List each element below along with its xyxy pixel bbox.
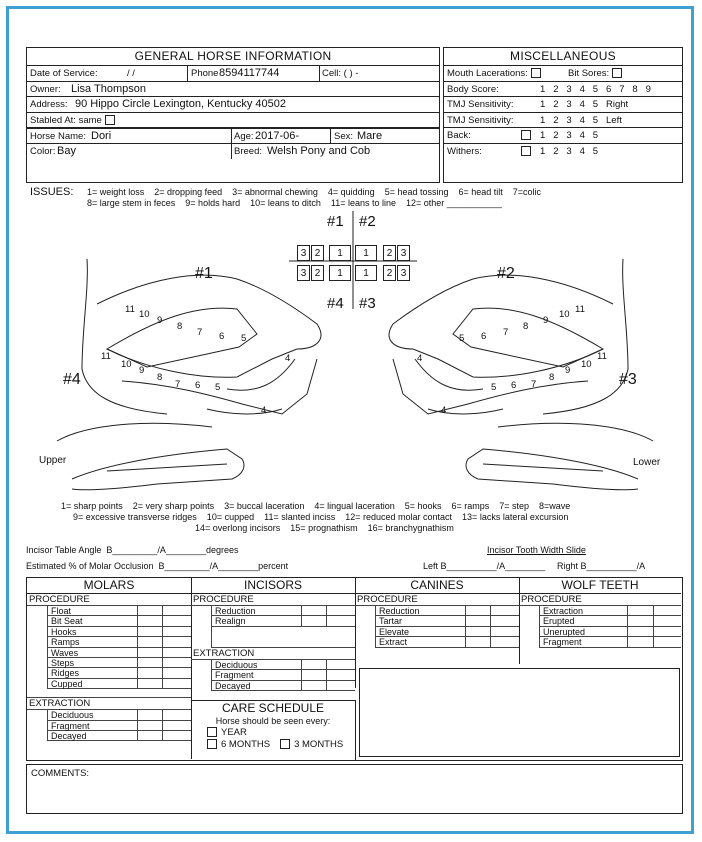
tmj-left-scale[interactable]: 1 2 3 4 5 Left <box>540 114 622 126</box>
date-label: Date of Service: <box>30 68 98 79</box>
tooth-number[interactable]: 5 <box>241 333 247 344</box>
tooth-number[interactable]: 8 <box>177 321 183 332</box>
care-title: CARE SCHEDULE <box>221 701 325 715</box>
incisor-tooth[interactable]: 2 <box>383 245 396 261</box>
procedure-label: Realign <box>215 616 246 627</box>
mouth-label: Mouth Lacerations: <box>447 68 528 79</box>
tooth-number[interactable]: 10 <box>581 359 592 370</box>
procedure-label: Fragment <box>215 670 254 681</box>
canine-number[interactable]: 4 <box>417 353 423 364</box>
owner-label: Owner: <box>30 83 61 95</box>
procedure-label: Ramps <box>51 637 80 648</box>
canine-number[interactable]: 4 <box>285 353 291 364</box>
incisor-tooth[interactable]: 1 <box>355 245 377 261</box>
procedure-row[interactable] <box>48 658 191 668</box>
incisor-tooth[interactable]: 2 <box>311 245 324 261</box>
legend-line2: 9= excessive transverse ridges 10= cupped 11= slanted inciss 12= reduced molar contact 13= lacks lateral excursion <box>73 512 569 522</box>
bit-label: Bit Sores: <box>568 68 610 79</box>
procedure-label: Waves <box>51 647 79 658</box>
date-value[interactable]: / / <box>127 68 135 79</box>
procedure-label: Elevate <box>379 626 410 637</box>
wolf-teeth-column <box>519 578 681 664</box>
general-info-box <box>26 47 440 183</box>
tooth-number[interactable]: 9 <box>139 365 145 376</box>
procedure-row[interactable] <box>48 648 191 658</box>
procedure-row[interactable] <box>48 606 191 616</box>
body-row <box>444 82 682 98</box>
tooth-number[interactable]: 6 <box>219 331 225 342</box>
procedure-label: Tartar <box>379 616 403 627</box>
mouth-row <box>444 66 682 82</box>
date-row <box>27 66 439 82</box>
procedure-label: Float <box>51 606 72 616</box>
width-right[interactable]: Right B__________/A <box>557 561 646 571</box>
tooth-number[interactable]: 10 <box>559 309 570 320</box>
procedure-row[interactable] <box>48 637 191 647</box>
incisor-tooth[interactable]: 3 <box>397 245 410 261</box>
tooth-number[interactable]: 11 <box>101 351 111 362</box>
canines-procedure-heading: PROCEDURE <box>355 594 519 606</box>
tooth-number[interactable]: 5 <box>215 382 221 393</box>
comments-label: COMMENTS: <box>31 768 90 779</box>
quadrant-4-label: #4 <box>327 295 344 312</box>
back-row <box>444 128 682 144</box>
address-value[interactable]: 90 Hippo Circle Lexington, Kentucky 40502 <box>75 98 286 110</box>
incisors-title: INCISORS <box>191 578 355 594</box>
procedure-label: Deciduous <box>215 659 258 670</box>
procedure-row[interactable] <box>48 627 191 637</box>
horse-label: Horse Name: <box>30 131 86 142</box>
upper-label: Upper <box>39 455 67 466</box>
lower-label: Lower <box>633 457 661 468</box>
three-months-label: 3 MONTHS <box>294 739 344 750</box>
procedure-label: Hooks <box>51 626 77 637</box>
phone-label: Phone <box>191 68 219 79</box>
procedure-label: Deciduous <box>51 710 94 721</box>
misc-box <box>443 47 683 183</box>
color-label: Color: <box>30 145 56 157</box>
owner-value[interactable]: Lisa Thompson <box>71 82 147 95</box>
right-lower-quadrant-label: #3 <box>619 371 637 388</box>
tmj-right-row <box>444 97 682 113</box>
year-checkbox[interactable] <box>207 727 217 737</box>
canines-title: CANINES <box>355 578 519 594</box>
six-months-checkbox[interactable] <box>207 739 217 749</box>
tooth-number[interactable]: 8 <box>549 372 555 383</box>
incisors-column <box>191 578 356 691</box>
procedure-row[interactable] <box>48 668 191 678</box>
notes-box[interactable] <box>359 668 680 757</box>
procedure-row[interactable] <box>48 721 191 731</box>
molars-extraction-heading: EXTRACTION <box>27 698 191 710</box>
procedure-row[interactable] <box>48 679 191 689</box>
withers-scale[interactable]: 1 2 3 4 5 <box>540 145 599 157</box>
procedure-label: Steps <box>51 657 75 668</box>
tooth-number[interactable]: 11 <box>597 351 607 362</box>
three-months-checkbox[interactable] <box>280 739 290 749</box>
year-label: YEAR <box>221 727 247 738</box>
procedure-row[interactable] <box>212 670 355 680</box>
color-value[interactable]: Bay <box>57 144 76 157</box>
tooth-number[interactable]: 10 <box>121 359 132 370</box>
quadrant-3-label: #3 <box>359 295 376 312</box>
procedure-row[interactable] <box>212 616 355 626</box>
stabled-label: Stabled At: same <box>30 113 115 128</box>
right-upper-quadrant-label: #2 <box>497 265 515 282</box>
incisor-tooth[interactable]: 2 <box>383 265 396 281</box>
cell-label[interactable]: Cell: ( ) - <box>322 68 359 79</box>
form-frame <box>6 6 694 834</box>
width-left[interactable]: Left B__________/A________ <box>423 561 546 571</box>
procedure-row[interactable] <box>540 627 681 637</box>
horse-value[interactable]: Dori <box>91 130 112 142</box>
procedure-row[interactable] <box>212 606 355 616</box>
back-label: Back: <box>447 130 471 141</box>
incisor-tooth[interactable]: 1 <box>355 265 377 281</box>
molars-procedure-heading: PROCEDURE <box>27 594 191 606</box>
procedure-label: Extract <box>379 637 408 648</box>
issues-line1: 1= weight loss 2= dropping feed 3= abnormal chewing 4= quidding 5= head tossing 6= head tilt 7=colic <box>87 187 542 197</box>
procedure-label: Reduction <box>379 606 420 616</box>
breed-label: Breed: <box>234 145 262 157</box>
color-row <box>27 144 439 160</box>
sex-value[interactable]: Mare <box>357 130 383 142</box>
withers-row <box>444 144 682 160</box>
legend-line3: 14= overlong incisors 15= prognathism 16= branchygnathism <box>195 523 454 533</box>
issues-line2: 8= large stem in feces 9= holds hard 10= leans to ditch 11= leans to line 12= other ___________ <box>87 198 502 208</box>
procedure-label: Fragment <box>543 637 582 648</box>
tooth-number[interactable]: 10 <box>139 309 150 320</box>
stabled-checkbox[interactable] <box>105 115 115 125</box>
body-label: Body Score: <box>447 83 499 95</box>
incisor-angle[interactable]: Incisor Table Angle B_________/A________degrees <box>26 545 239 555</box>
tmj-left-label: TMJ Sensitivity: <box>447 114 514 126</box>
phone-value[interactable]: 8594117744 <box>219 67 280 79</box>
procedure-row[interactable] <box>48 731 191 741</box>
procedure-row[interactable] <box>376 606 519 616</box>
canines-column <box>355 578 520 664</box>
tooth-number[interactable]: 7 <box>503 327 509 338</box>
quadrant-2-label: #2 <box>359 213 376 230</box>
incisor-tooth[interactable]: 1 <box>329 245 351 261</box>
tooth-number[interactable]: 7 <box>175 379 181 390</box>
molars-title: MOLARS <box>27 578 191 594</box>
stabled-row <box>27 113 439 129</box>
comments-box[interactable] <box>26 764 683 814</box>
back-scale[interactable]: 1 2 3 4 5 <box>540 130 599 141</box>
tooth-number[interactable]: 7 <box>531 379 537 390</box>
back-checkbox[interactable] <box>521 130 531 140</box>
tooth-number[interactable]: 6 <box>511 380 517 391</box>
withers-checkbox[interactable] <box>521 146 531 156</box>
tmj-right-label: TMJ Sensitivity: <box>447 99 514 110</box>
left-upper-quadrant-label: #1 <box>195 265 213 282</box>
address-label: Address: <box>30 99 68 110</box>
legend-line1: 1= sharp points 2= very sharp points 3= buccal laceration 4= lingual laceration 5= hooks 6= ramps 7= step 8=wave <box>61 501 571 511</box>
canine-number[interactable]: 4 <box>261 405 267 416</box>
general-title: GENERAL HORSE INFORMATION <box>27 48 439 66</box>
tooth-number[interactable]: 9 <box>157 315 163 326</box>
tooth-number[interactable]: 7 <box>197 327 203 338</box>
procedure-label: Cupped <box>51 678 83 689</box>
withers-label: Withers: <box>447 145 482 157</box>
procedure-label: Ridges <box>51 668 80 679</box>
tooth-number[interactable]: 5 <box>459 333 465 344</box>
incisor-tooth[interactable]: 2 <box>311 265 324 281</box>
wolf-procedure-heading: PROCEDURE <box>519 594 681 606</box>
incisors-procedure-heading: PROCEDURE <box>191 594 355 606</box>
procedure-row[interactable] <box>48 616 191 626</box>
incisor-tooth[interactable]: 3 <box>397 265 410 281</box>
six-months-label: 6 MONTHS <box>221 739 271 750</box>
incisor-tooth[interactable]: 3 <box>297 265 310 281</box>
tooth-number[interactable]: 9 <box>565 365 571 376</box>
incisors-extraction-heading: EXTRACTION <box>191 648 355 660</box>
age-value[interactable]: 2017-06- <box>255 130 300 142</box>
address-row <box>27 97 439 113</box>
procedure-label: Unerupted <box>543 626 586 637</box>
molar-occlusion[interactable]: Estimated % of Molar Occlusion B_________/A________percent <box>26 561 289 571</box>
molars-column <box>27 578 192 759</box>
tooth-number[interactable]: 6 <box>195 380 201 391</box>
wolf-title: WOLF TEETH <box>519 578 681 594</box>
procedure-label: Extraction <box>543 606 584 616</box>
incisor-width-label: Incisor Tooth Width Slide <box>487 545 586 555</box>
quadrant-1-label: #1 <box>327 213 344 230</box>
breed-value[interactable]: Welsh Pony and Cob <box>267 144 371 157</box>
incisor-tooth[interactable]: 1 <box>329 265 351 281</box>
procedure-label: Fragment <box>51 720 90 731</box>
tooth-number[interactable]: 9 <box>543 315 549 326</box>
procedure-row[interactable] <box>540 616 681 626</box>
procedure-row[interactable] <box>376 616 519 626</box>
tooth-number[interactable]: 6 <box>481 331 487 342</box>
procedure-row[interactable] <box>48 710 191 720</box>
tooth-number[interactable]: 11 <box>575 304 585 315</box>
dental-diagram <box>27 209 683 501</box>
procedure-row[interactable] <box>212 660 355 670</box>
tmj-right-scale[interactable]: 1 2 3 4 5 Right <box>540 99 629 110</box>
owner-row <box>27 82 439 98</box>
procedure-row[interactable] <box>376 637 519 647</box>
sex-label: Sex: <box>334 131 354 142</box>
incisor-tooth[interactable]: 3 <box>297 245 310 261</box>
tooth-number[interactable]: 5 <box>491 382 497 393</box>
procedure-row[interactable] <box>540 637 681 647</box>
bit-checkbox[interactable] <box>612 68 622 78</box>
mouth-checkbox[interactable] <box>531 68 541 78</box>
procedure-label: Erupted <box>543 616 575 627</box>
age-label: Age: <box>234 131 254 142</box>
procedure-label: Decayed <box>215 680 251 691</box>
misc-title: MISCELLANEOUS <box>444 48 682 66</box>
procedure-label: Bit Seat <box>51 616 83 627</box>
body-scale[interactable]: 1 2 3 4 5 6 7 8 9 <box>540 83 651 95</box>
procedure-row[interactable] <box>376 627 519 637</box>
care-schedule <box>191 700 356 760</box>
procedure-row[interactable] <box>212 681 355 691</box>
procedure-label: Decayed <box>51 730 87 741</box>
tooth-number[interactable]: 8 <box>523 321 529 332</box>
tooth-number[interactable]: 8 <box>157 372 163 383</box>
procedure-row[interactable] <box>540 606 681 616</box>
procedure-label: Reduction <box>215 606 256 616</box>
procedures-box <box>26 577 683 761</box>
left-lower-quadrant-label: #4 <box>63 371 81 388</box>
horse-row <box>27 128 439 144</box>
issues-label: ISSUES: <box>30 186 74 198</box>
care-subtitle: Horse should be seen every: <box>215 716 331 726</box>
canine-number[interactable]: 4 <box>441 405 447 416</box>
tmj-left-row <box>444 113 682 129</box>
tooth-number[interactable]: 11 <box>125 304 135 315</box>
